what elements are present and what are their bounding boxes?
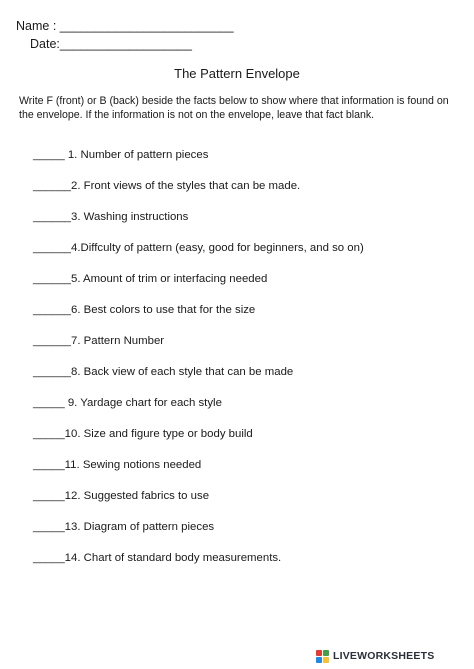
question-item: ______7. Pattern Number — [33, 335, 165, 347]
worksheet-title: The Pattern Envelope — [174, 66, 300, 81]
question-item: _____ 1. Number of pattern pieces — [33, 149, 209, 161]
question-item: ______5. Amount of trim or interfacing needed — [33, 273, 268, 285]
question-item: ______3. Washing instructions — [33, 211, 189, 223]
question-item: ______6. Best colors to use that for the size — [33, 304, 256, 316]
date-field-line: Date:___________________ — [30, 37, 192, 51]
liveworksheets-logo-icon — [316, 650, 330, 663]
question-list — [33, 147, 463, 581]
liveworksheets-brand-text: LIVEWORKSHEETS — [333, 650, 435, 662]
question-item: _____11. Sewing notions needed — [33, 459, 202, 471]
question-item: _____12. Suggested fabrics to use — [33, 490, 210, 502]
question-item: _____10. Size and figure type or body build — [33, 428, 253, 440]
liveworksheets-footer — [316, 649, 434, 663]
question-item: _____ 9. Yardage chart for each style — [33, 397, 222, 409]
question-item: ______8. Back view of each style that can be made — [33, 366, 294, 378]
name-field-line: Name : _________________________ — [16, 19, 234, 33]
question-item: _____14. Chart of standard body measurements. — [33, 552, 282, 564]
question-item: _____13. Diagram of pattern pieces — [33, 521, 215, 533]
question-item: ______2. Front views of the styles that can be made. — [33, 180, 301, 192]
question-item: ______4.Diffculty of pattern (easy, good for beginners, and so on) — [33, 242, 364, 254]
instructions-text: Write F (front) or B (back) beside the facts below to show where that information is found on the envelope. If the information is not on the envelope, leave that fact blank. — [19, 95, 449, 121]
